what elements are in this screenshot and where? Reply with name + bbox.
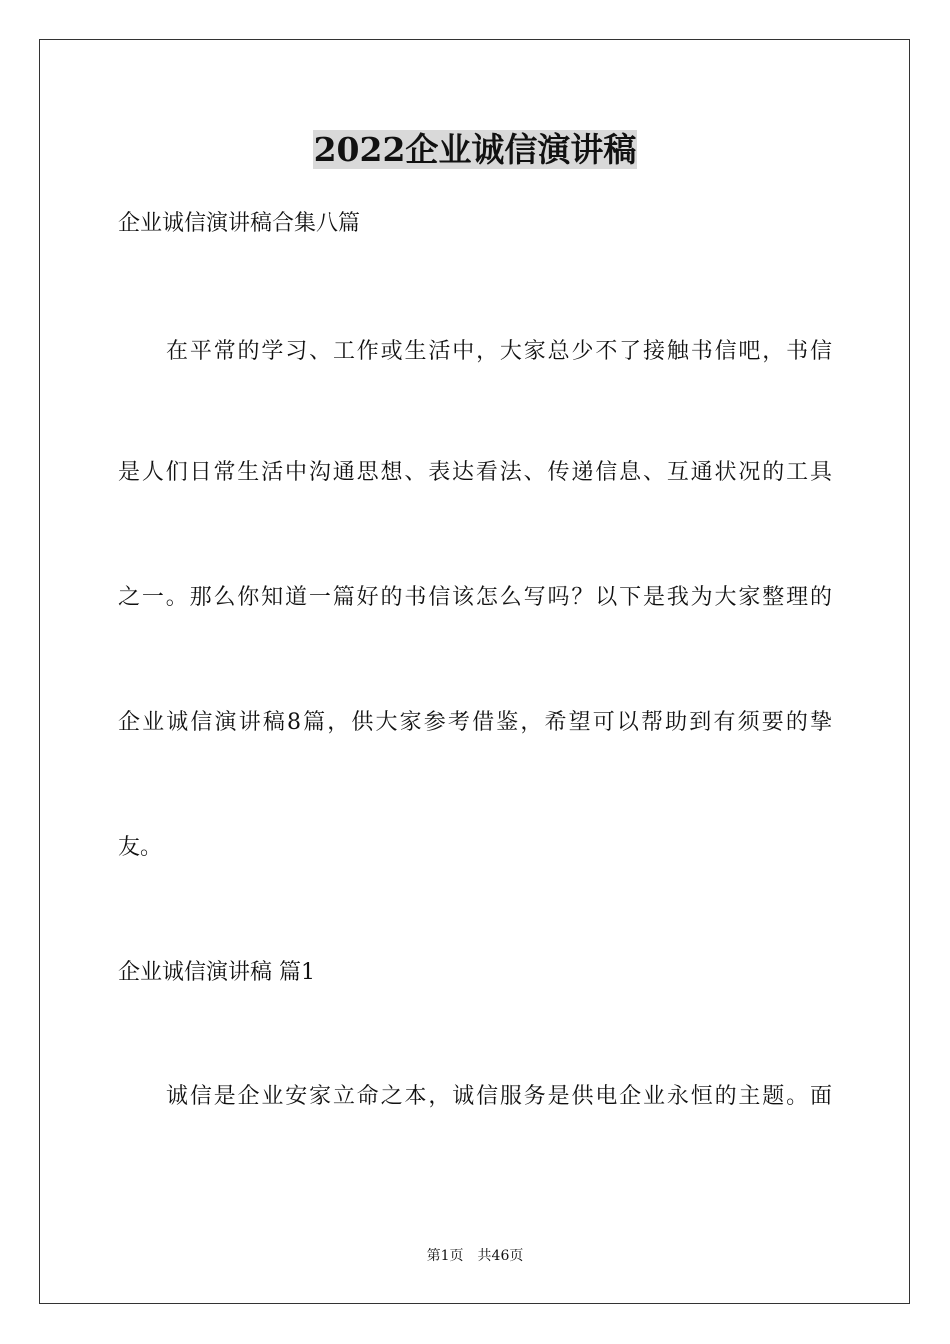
document-title <box>0 128 950 172</box>
document-title-text: 2022企业诚信演讲稿 <box>313 130 637 169</box>
paragraph-line: 诚信是企业安家立命之本，诚信服务是供电企业永恒的主题。面 <box>166 1084 832 1109</box>
paragraph-line: 企业诚信演讲稿8篇，供大家参考借鉴，希望可以帮助到有须要的挚 <box>118 710 832 735</box>
paragraph-line: 在平常的学习、工作或生活中，大家总少不了接触书信吧，书信 <box>166 339 832 364</box>
document-subtitle: 企业诚信演讲稿合集八篇 <box>118 211 361 236</box>
page-number-footer: 第1页 共46页 <box>426 1248 524 1264</box>
paragraph-line: 友。 <box>118 835 163 860</box>
paragraph-line: 是人们日常生活中沟通思想、表达看法、传递信息、互通状况的工具 <box>118 460 832 485</box>
paragraph-line: 之一。那么你知道一篇好的书信该怎么写吗？以下是我为大家整理的 <box>118 585 832 610</box>
section-heading: 企业诚信演讲稿 篇1 <box>118 960 315 985</box>
